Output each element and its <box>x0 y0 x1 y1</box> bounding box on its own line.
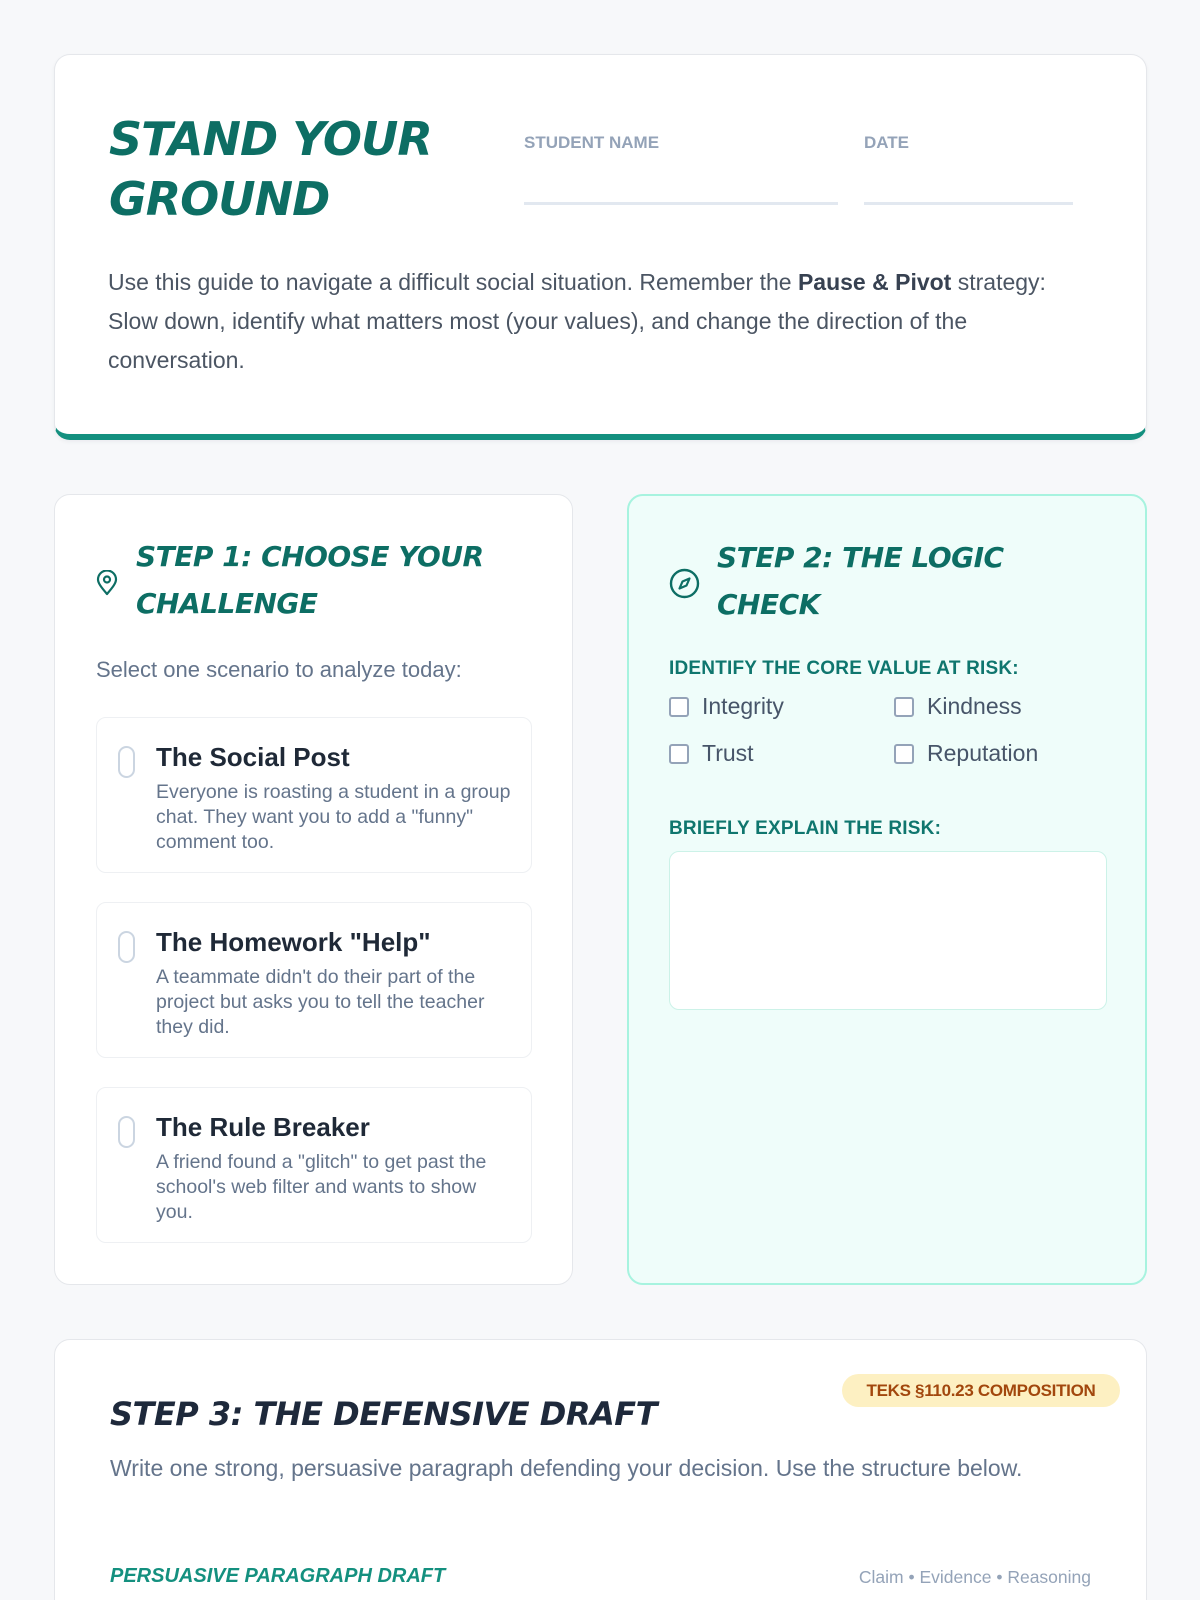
value-checkbox[interactable] <box>894 744 914 764</box>
teks-badge: TEKS §110.23 COMPOSITION <box>842 1374 1120 1407</box>
student-name-label: STUDENT NAME <box>524 133 660 152</box>
scenario-option-homework-help[interactable] <box>96 902 532 1058</box>
scenario-radio[interactable] <box>118 746 135 778</box>
step1-subtitle: Select one scenario to analyze today: <box>96 657 462 682</box>
step2-card <box>627 494 1147 1285</box>
value-option-label: Kindness <box>927 693 1022 719</box>
scenario-description: A teammate didn't do their part of the project but asks you to tell the teacher they did. <box>156 966 485 1038</box>
step3-heading: STEP 3: THE DEFENSIVE DRAFT <box>110 1395 657 1433</box>
structure-hint: Claim • Evidence • Reasoning <box>858 1567 1091 1587</box>
explain-risk-label: BRIEFLY EXPLAIN THE RISK: <box>669 818 942 839</box>
scenario-option-rule-breaker[interactable] <box>96 1087 532 1243</box>
step1-card <box>54 494 573 1285</box>
value-checkbox[interactable] <box>669 744 689 764</box>
scenario-radio[interactable] <box>118 1116 135 1148</box>
scenario-description: Everyone is roasting a student in a group chat. They want you to add a "funny" comment too. <box>156 781 511 853</box>
value-option-label: Reputation <box>927 740 1039 766</box>
date-label: DATE <box>864 133 910 152</box>
step3-card <box>54 1339 1147 1600</box>
explain-risk-textarea[interactable] <box>669 851 1107 1010</box>
student-name-field[interactable] <box>524 202 838 205</box>
value-option-kindness[interactable] <box>894 693 1022 720</box>
scenario-option-social-post[interactable] <box>96 717 532 873</box>
page-title: STAND YOUR GROUND <box>109 112 432 226</box>
compass-icon <box>669 568 700 599</box>
intro-text-end: strategy: Slow down, identify what matters most (your values), and change the direction of the conversation. <box>108 269 1046 373</box>
core-value-label: IDENTIFY THE CORE VALUE AT RISK: <box>669 658 1019 679</box>
intro-text-start: Use this guide to navigate a difficult social situation. Remember the <box>108 269 798 295</box>
value-option-label: Trust <box>702 740 754 766</box>
scenario-title: The Homework "Help" <box>156 927 431 957</box>
date-field[interactable] <box>864 202 1073 205</box>
header-card <box>54 54 1147 440</box>
intro-strategy-name: Pause & Pivot <box>797 269 952 295</box>
scenario-title: The Rule Breaker <box>156 1112 370 1142</box>
draft-label: PERSUASIVE PARAGRAPH DRAFT <box>110 1565 446 1587</box>
step3-description: Write one strong, persuasive paragraph defending your decision. Use the structure below. <box>110 1455 1023 1481</box>
scenario-radio[interactable] <box>118 931 135 963</box>
scenario-description: A friend found a "glitch" to get past the school's web filter and wants to show you. <box>156 1151 487 1223</box>
value-checkbox[interactable] <box>669 697 689 717</box>
step1-heading: STEP 1: CHOOSE YOUR CHALLENGE <box>136 540 484 620</box>
value-checkbox[interactable] <box>894 697 914 717</box>
intro-text <box>108 263 1098 380</box>
value-option-integrity[interactable] <box>669 693 784 720</box>
scenario-title: The Social Post <box>156 742 350 772</box>
value-option-trust[interactable] <box>669 740 754 767</box>
map-pin-icon <box>96 570 118 596</box>
step2-heading: STEP 2: THE LOGIC CHECK <box>717 541 1004 621</box>
value-option-reputation[interactable] <box>894 740 1038 767</box>
value-option-label: Integrity <box>702 693 784 719</box>
